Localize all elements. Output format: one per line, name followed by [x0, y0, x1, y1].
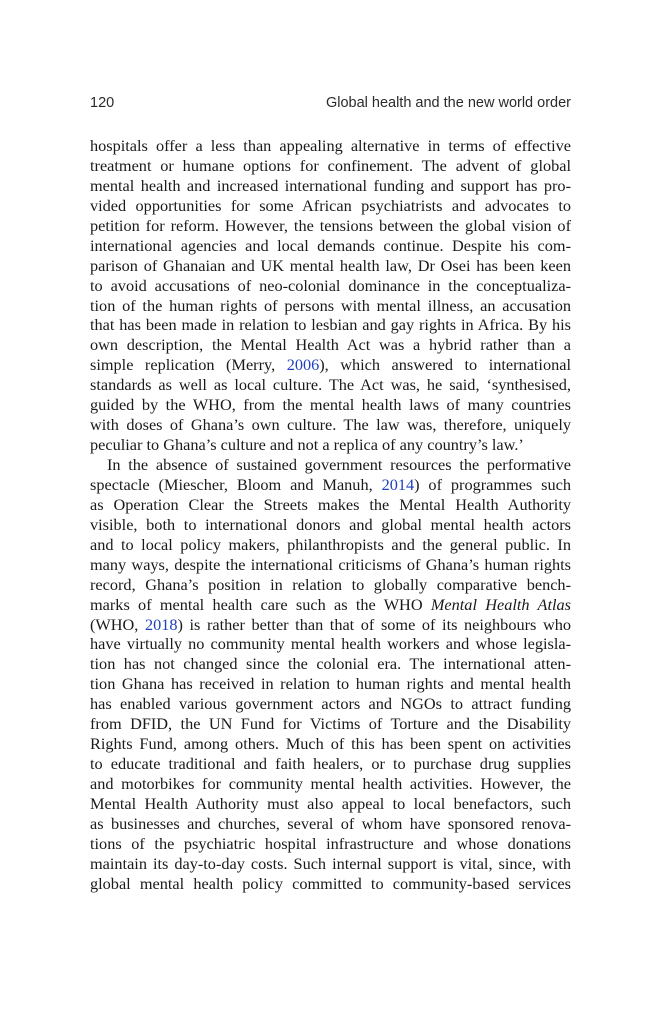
text-line: mental health and increased international funding and support has pro- — [90, 175, 571, 195]
text-line: as businesses and churches, several of whom have sponsored renova- — [90, 813, 571, 833]
text-line: guided by the WHO, from the mental health laws of many countries — [90, 395, 571, 415]
text-line: that has been made in relation to lesbian and gay rights in Africa. By his — [90, 315, 571, 335]
text-line: own description, the Mental Health Act was a hybrid rather than a — [90, 335, 571, 355]
page-header — [90, 95, 571, 117]
text-line: vided opportunities for some African psychiatrists and advocates to — [90, 195, 571, 215]
text-line: and motorbikes for community mental health activities. However, the — [90, 774, 571, 793]
page-number: 120 — [90, 95, 115, 111]
citation-link[interactable]: 2018 — [144, 614, 178, 634]
text-line: have virtually no community mental health workers and whose legisla- — [90, 634, 571, 654]
text-line: parison of Ghanaian and UK mental health law, Dr Osei has been keen — [90, 255, 571, 275]
body-text — [90, 136, 571, 894]
text-line: international agencies and local demands continue. Despite his com- — [90, 235, 571, 255]
text-line: global mental health policy committed to community-based services — [90, 873, 571, 893]
citation-link[interactable]: 2006 — [286, 355, 320, 375]
text-line: spectacle (Miescher, Bloom and Manuh, 2014) of programmes such — [90, 474, 572, 494]
text-line: tions of the psychiatric hospital infrastructure and whose donations — [90, 833, 571, 853]
text-line: to educate traditional and faith healers, or to purchase drug supplies — [90, 754, 571, 774]
text-line: tion has not changed since the colonial era. The international atten- — [90, 654, 571, 674]
text-line: record, Ghana’s position in relation to globally comparative bench- — [90, 574, 571, 594]
text-line: simple replication (Merry, 2006), which answered to international — [90, 355, 571, 375]
text-line: hospitals offer a less than appealing alternative in terms of effective — [90, 136, 571, 155]
text-line: with doses of Ghana’s own culture. The law was, therefore, uniquely — [90, 415, 571, 435]
italic-title: Mental Health Atlas — [430, 594, 572, 614]
text-line: has enabled various government actors and NGOs to attract funding — [90, 694, 571, 714]
text-line: from DFID, the UN Fund for Victims of Torture and the Disability — [90, 714, 571, 734]
text-line: maintain its day-to-day costs. Such internal support is vital, since, with — [90, 853, 571, 873]
text-line: Mental Health Authority must also appeal to local benefactors, such — [90, 793, 571, 813]
running-head: Global health and the new world order — [325, 95, 571, 111]
text-line: treatment or humane options for confinement. The advent of global — [90, 155, 571, 175]
text-line: visible, both to international donors and global mental health actors — [90, 514, 571, 534]
text-line: and to local policy makers, philanthropists and the general public. In — [90, 534, 571, 554]
text-line: many ways, despite the international criticisms of Ghana’s human rights — [90, 554, 571, 574]
text-line: petition for reform. However, the tensions between the global vision of — [90, 215, 571, 235]
citation-link[interactable]: 2014 — [381, 474, 415, 494]
text-line: peculiar to Ghana’s culture and not a replica of any country’s law.’ — [90, 435, 524, 455]
text-line: as Operation Clear the Streets makes the Mental Health Authority — [90, 494, 571, 514]
text-line: marks of mental health care such as the WHO Mental Health Atlas — [90, 594, 572, 614]
text-line: (WHO, 2018) is rather better than that of some of its neighbours who — [90, 614, 571, 634]
text-line: Rights Fund, among others. Much of this has been spent on activities — [90, 734, 571, 754]
text-line: tion Ghana has received in relation to human rights and mental health — [90, 674, 571, 694]
text-line: tion of the human rights of persons with mental illness, an accusation — [90, 295, 571, 315]
text-line: standards as well as local culture. The Act was, he said, ‘synthesised, — [90, 375, 571, 395]
text-line: to avoid accusations of neo-colonial dominance in the conceptualiza- — [90, 275, 571, 295]
text-line: In the absence of sustained government resources the performative — [107, 455, 571, 474]
